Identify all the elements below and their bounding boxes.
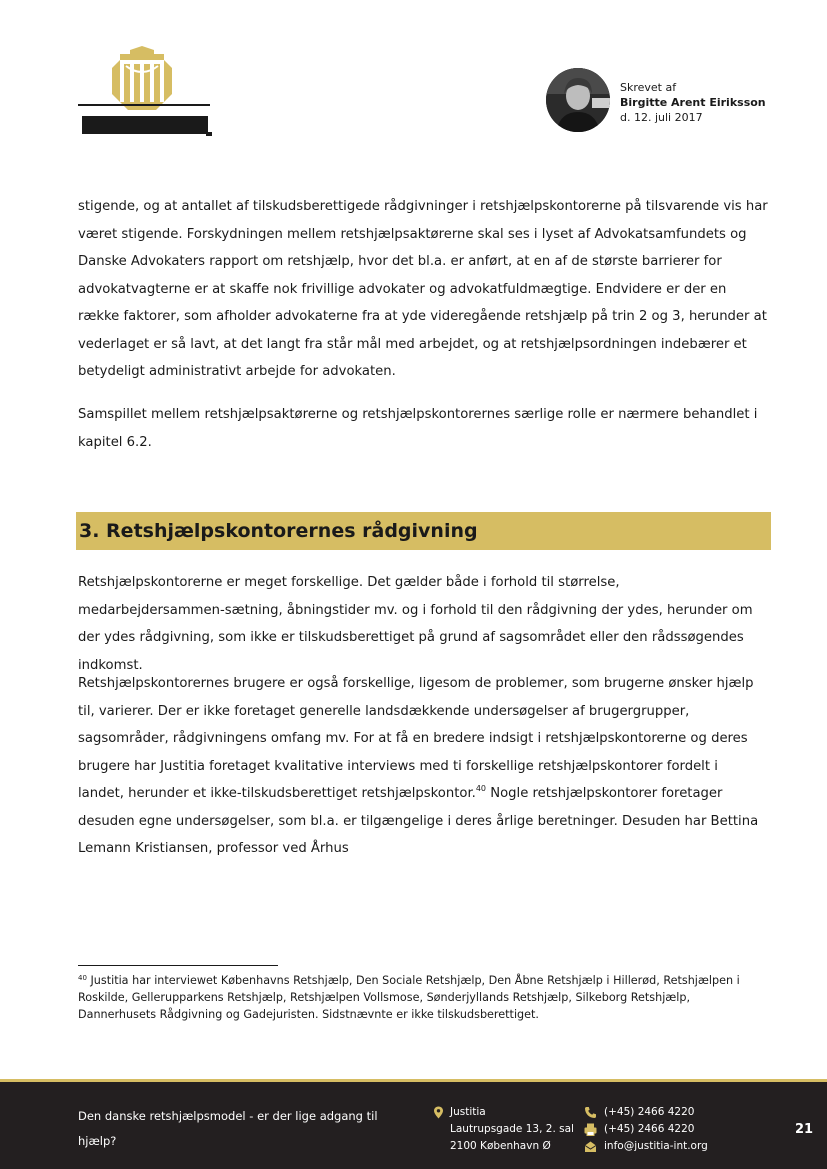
footnote-reference[interactable]: 40 bbox=[475, 784, 487, 793]
publish-date: d. 12. juli 2017 bbox=[620, 111, 703, 124]
footer-email[interactable]: info@justitia-int.org bbox=[604, 1140, 708, 1152]
author-label: Skrevet af bbox=[620, 81, 677, 94]
map-pin-icon bbox=[432, 1106, 445, 1119]
footer-address-line: 2100 København Ø bbox=[450, 1140, 551, 1152]
justitia-logo bbox=[78, 44, 214, 140]
footer-fax: (+45) 2466 4220 bbox=[604, 1123, 695, 1135]
author-avatar bbox=[546, 68, 610, 132]
body-paragraph: Retshjælpskontorerne er meget forskellige. Det gælder både i forhold til størrelse, medarbejdersammen-sætning, åbningstider mv. og i forhold til den rådgivning der ydes, herunder om der ydes rådgivning, som ikke er tilskudsberettiget på grund af sagsområdet eller den rådssøgendes indkomst. bbox=[78, 575, 753, 673]
section-heading: 3. Retshjælpskontorernes rådgivning bbox=[76, 512, 771, 550]
body-paragraph: Samspillet mellem retshjælpsaktørerne og retshjælpskontorernes særlige rolle er nærmere behandlet i kapitel 6.2. bbox=[78, 407, 758, 450]
paragraph-text: Nogle retshjælpskontorer foretager desuden egne undersøgelser, som bl.a. er tilgængelige i deres årlige beretninger. Desuden har Bettina Lemann Kristiansen, professor ved Århus bbox=[78, 786, 759, 856]
email-icon bbox=[584, 1140, 597, 1153]
page-number: 21 bbox=[795, 1122, 814, 1137]
footer-org-name: Justitia bbox=[450, 1106, 486, 1118]
footnote bbox=[78, 972, 768, 1023]
footer-phone[interactable]: (+45) 2466 4220 bbox=[604, 1106, 695, 1118]
footnote-divider bbox=[78, 965, 278, 966]
footnote-number: 40 bbox=[78, 974, 87, 982]
footer-address bbox=[432, 1104, 574, 1155]
footer-document-title: Den danske retshjælpsmodel - er der lige adgang til hjælp? bbox=[78, 1109, 378, 1148]
footer-contact bbox=[584, 1104, 708, 1155]
body-paragraph bbox=[78, 670, 768, 863]
author-name: Birgitte Arent Eiriksson bbox=[620, 96, 766, 109]
footnote-text: Justitia har interviewet Københavns Retshjælp, Den Sociale Retshjælp, Den Åbne Retshjælp i Hillerød, Retshjælpen i Roskilde, Gellerupparkens Retshjælp, Retshjælpen Vollsmose, Sønderjyllands Retshjælp, Silkeborg Retshjælp, Dannerhusets Rådgivning og Gadejuristen. Sidstnævnte er ikke tilskudsberettiget. bbox=[78, 974, 740, 1021]
phone-icon bbox=[584, 1106, 597, 1119]
fax-icon bbox=[584, 1123, 597, 1136]
paragraph-text: Retshjælpskontorernes brugere er også forskellige, ligesom de problemer, som brugerne ønsker hjælp til, varierer. Der er ikke foretaget generelle landsdækkende undersøgelser af brugergrupper, sagsområder, rådgivningens omfang mv. For at få en bredere indsigt i retshjælpskontorerne og deres brugere har Justitia foretaget kvalitative interviews med ti forskellige retshjælpskontorer fordelt i landet, herunder et ikke-tilskudsberettiget retshjælpskontor. bbox=[78, 676, 754, 801]
author-info bbox=[620, 80, 766, 125]
page-footer bbox=[0, 1079, 827, 1169]
footer-address-line: Lautrupsgade 13, 2. sal bbox=[450, 1123, 574, 1135]
body-paragraph: stigende, og at antallet af tilskudsberettigede rådgivninger i retshjælpskontorerne på tilsvarende vis har været stigende. Forskydningen mellem retshjælpsaktørerne skal ses i lyset af Advokatsamfundets og Danske Advokaters rapport om retshjælp, hvor det bl.a. er anført, at en af de største barrierer for advokatvagterne er at skaffe nok frivillige advokater og advokatfuldmægtige. Endvidere er der en række faktorer, som afholder advokaterne fra at yde videregående retshjælp på trin 2 og 3, herunder at vederlaget er så lavt, at det langt fra står mål med arbejdet, og at retshjælpsordningen indebærer et betydeligt administrativt arbejde for advokaten. bbox=[78, 199, 768, 379]
